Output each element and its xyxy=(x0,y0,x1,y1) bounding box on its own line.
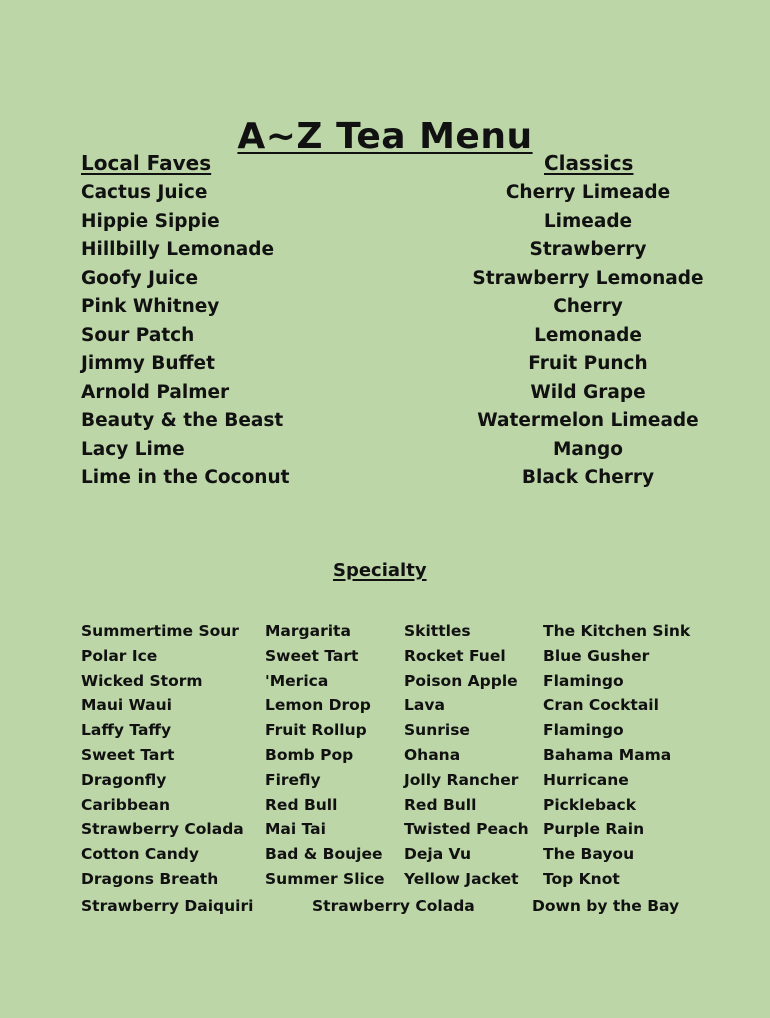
specialty-column-3 xyxy=(404,619,539,892)
menu-item: Lime in the Coconut xyxy=(81,467,290,488)
menu-item: Lacy Lime xyxy=(81,438,185,460)
menu-item: Hippie Sippie xyxy=(81,210,220,232)
menu-item: Fruit Punch xyxy=(528,353,648,374)
specialty-item: Margarita xyxy=(265,622,351,640)
specialty-item: Purple Rain xyxy=(543,820,645,839)
specialty-item: Yellow Jacket xyxy=(404,869,519,888)
specialty-item: Jolly Rancher xyxy=(404,770,519,789)
specialty-final-item: Down by the Bay xyxy=(532,897,680,915)
specialty-item: Skittles xyxy=(404,622,471,640)
menu-item: Hillbilly Lemonade xyxy=(81,239,275,260)
specialty-item: Caribbean xyxy=(81,795,170,814)
menu-item: Black Cherry xyxy=(521,467,655,488)
specialty-item: Red Bull xyxy=(265,795,338,814)
specialty-item: Strawberry Colada xyxy=(81,820,244,839)
menu-item: Cherry xyxy=(553,296,623,317)
menu-item: Cherry Limeade xyxy=(505,182,671,203)
specialty-item: Top Knot xyxy=(543,869,620,888)
specialty-item: Flamingo xyxy=(543,721,624,740)
specialty-item: The Bayou xyxy=(543,845,635,864)
specialty-item: Ohana xyxy=(404,745,461,764)
specialty-item: 'Merica xyxy=(265,671,329,690)
menu-item: Sour Patch xyxy=(81,324,195,346)
specialty-item: Flamingo xyxy=(543,671,624,690)
specialty-final-item: Strawberry Colada xyxy=(312,897,475,915)
specialty-column-4 xyxy=(543,619,713,892)
specialty-item: Summertime Sour xyxy=(81,622,239,640)
specialty-item: Twisted Peach xyxy=(404,820,529,839)
specialty-item: Poison Apple xyxy=(404,671,518,690)
classics-list xyxy=(438,179,738,493)
menu-item: Limeade xyxy=(543,210,633,232)
menu-item: Wild Grape xyxy=(530,381,646,403)
classics-heading: Classics xyxy=(544,151,634,175)
specialty-item: Mai Tai xyxy=(265,820,326,839)
specialty-item: Summer Slice xyxy=(265,869,385,888)
menu-item: Mango xyxy=(552,438,624,460)
specialty-item: Bomb Pop xyxy=(265,745,354,764)
specialty-item: Cotton Candy xyxy=(81,845,199,864)
menu-item: Goofy Juice xyxy=(81,267,199,289)
specialty-item: Firefly xyxy=(265,770,321,789)
specialty-item: Dragonfly xyxy=(81,770,167,789)
specialty-item: Maui Waui xyxy=(81,696,172,715)
specialty-item: Wicked Storm xyxy=(81,671,203,690)
menu-title-text: A~Z Tea Menu xyxy=(237,116,533,158)
specialty-item: Lava xyxy=(404,696,445,715)
menu-item: Strawberry xyxy=(529,239,647,260)
specialty-item: Cran Cocktail xyxy=(543,696,659,715)
specialty-item: Laffy Taffy xyxy=(81,721,172,740)
specialty-item: Sweet Tart xyxy=(81,745,175,764)
local-faves-heading: Local Faves xyxy=(81,151,212,175)
specialty-item: Bahama Mama xyxy=(543,745,672,764)
specialty-column-1 xyxy=(81,619,261,892)
specialty-item: Hurricane xyxy=(543,770,629,789)
specialty-item: Deja Vu xyxy=(404,845,472,864)
menu-item: Beauty & the Beast xyxy=(81,410,284,431)
specialty-item: Sunrise xyxy=(404,721,470,740)
specialty-item: Bad & Boujee xyxy=(265,845,383,864)
specialty-item: Polar Ice xyxy=(81,646,158,665)
menu-item: Arnold Palmer xyxy=(81,381,230,403)
specialty-item: The Kitchen Sink xyxy=(543,622,691,640)
specialty-item: Sweet Tart xyxy=(265,646,359,665)
menu-item: Lemonade xyxy=(534,324,642,346)
specialty-item: Pickleback xyxy=(543,795,637,814)
specialty-item: Rocket Fuel xyxy=(404,646,506,665)
menu-item: Watermelon Limeade xyxy=(477,410,699,431)
specialty-column-2 xyxy=(265,619,400,892)
specialty-item: Blue Gusher xyxy=(543,646,650,665)
menu-item: Jimmy Buffet xyxy=(81,353,215,374)
menu-item: Cactus Juice xyxy=(81,182,208,203)
local-faves-list xyxy=(81,179,341,493)
specialty-item: Fruit Rollup xyxy=(265,721,367,740)
menu-item: Pink Whitney xyxy=(81,296,220,317)
specialty-item: Red Bull xyxy=(404,795,477,814)
specialty-heading: Specialty xyxy=(333,560,427,581)
menu-item: Strawberry Lemonade xyxy=(472,267,704,289)
specialty-item: Dragons Breath xyxy=(81,869,219,888)
specialty-item: Lemon Drop xyxy=(265,696,371,715)
specialty-final-item: Strawberry Daiquiri xyxy=(81,897,254,915)
